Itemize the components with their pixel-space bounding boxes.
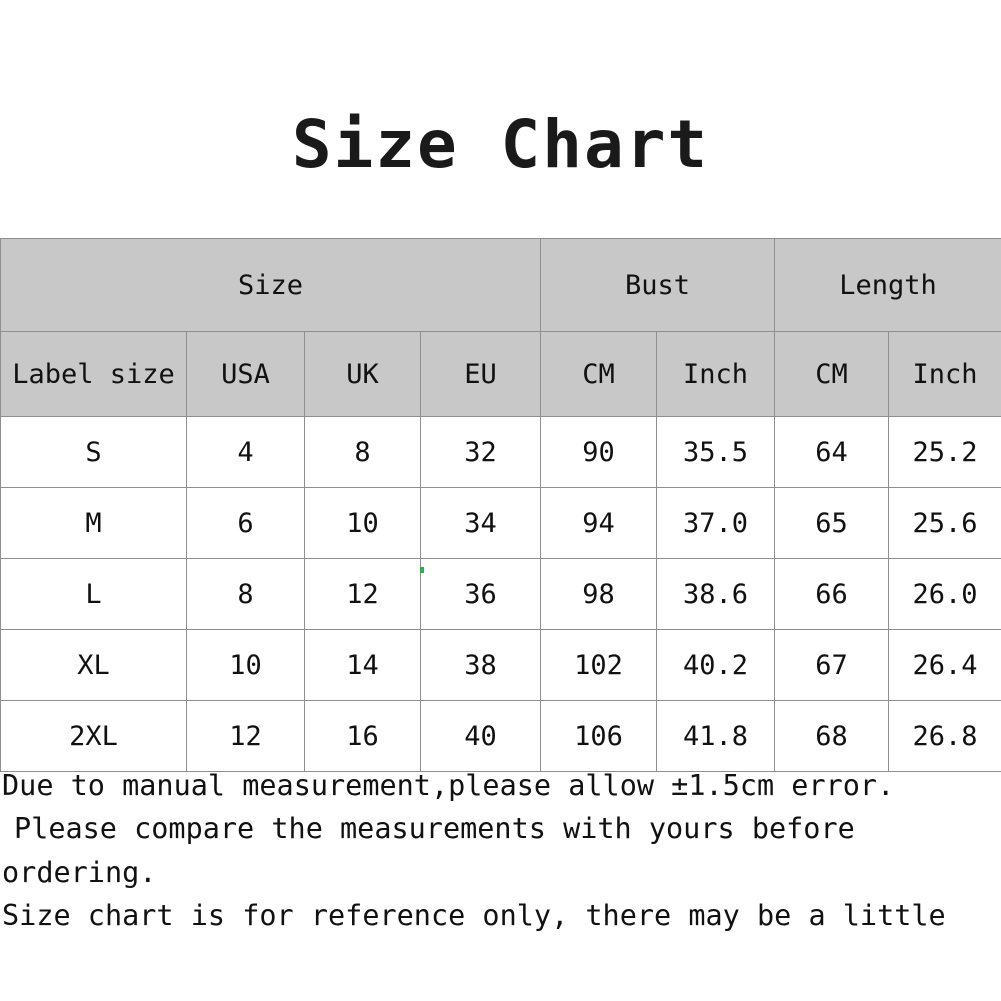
cell-length-inch: 26.8: [889, 701, 1001, 772]
note-line-2: Please compare the measurements with yours before: [14, 812, 855, 846]
cell-usa: 6: [187, 488, 305, 559]
cell-bust-cm: 94: [541, 488, 657, 559]
cell-eu: 36: [421, 559, 541, 630]
cell-bust-inch: 37.0: [657, 488, 775, 559]
table-row: [1, 701, 1001, 772]
cell-usa: 10: [187, 630, 305, 701]
cell-uk: 14: [305, 630, 421, 701]
cell-usa: 8: [187, 559, 305, 630]
column-header-uk: UK: [305, 332, 421, 417]
cell-uk: 16: [305, 701, 421, 772]
note-line-4: Size chart is for reference only, there may be a little: [2, 898, 946, 932]
note-line-3: ordering.: [2, 855, 157, 889]
column-header-eu: EU: [421, 332, 541, 417]
cell-length-inch: 25.6: [889, 488, 1001, 559]
green-speck-artifact: [420, 567, 424, 573]
table-row: [1, 417, 1001, 488]
cell-eu: 32: [421, 417, 541, 488]
cell-eu: 40: [421, 701, 541, 772]
cell-length-cm: 64: [775, 417, 889, 488]
cell-label-size: M: [1, 488, 187, 559]
cell-bust-inch: 35.5: [657, 417, 775, 488]
cell-bust-cm: 98: [541, 559, 657, 630]
column-header-bust-cm: CM: [541, 332, 657, 417]
table-column-header-row: [1, 332, 1001, 417]
note-line-1: Due to manual measurement,please allow ±1.5cm error.: [2, 769, 895, 802]
cell-label-size: 2XL: [1, 701, 187, 772]
cell-length-inch: 26.0: [889, 559, 1001, 630]
table-row: [1, 559, 1001, 630]
column-header-usa: USA: [187, 332, 305, 417]
cell-usa: 12: [187, 701, 305, 772]
measurement-notes: [0, 764, 1001, 937]
cell-bust-cm: 106: [541, 701, 657, 772]
cell-uk: 8: [305, 417, 421, 488]
page-title: Size Chart: [291, 106, 710, 183]
size-chart-table: [0, 238, 1001, 772]
cell-length-inch: 25.2: [889, 417, 1001, 488]
cell-uk: 10: [305, 488, 421, 559]
cell-bust-inch: 40.2: [657, 630, 775, 701]
cell-eu: 34: [421, 488, 541, 559]
cell-label-size: XL: [1, 630, 187, 701]
cell-length-cm: 66: [775, 559, 889, 630]
cell-eu: 38: [421, 630, 541, 701]
group-header-size: Size: [1, 239, 541, 332]
column-header-length-inch: Inch: [889, 332, 1001, 417]
cell-length-cm: 68: [775, 701, 889, 772]
cell-uk: 12: [305, 559, 421, 630]
group-header-bust: Bust: [541, 239, 775, 332]
cell-bust-cm: 90: [541, 417, 657, 488]
cell-label-size: S: [1, 417, 187, 488]
table-row: [1, 488, 1001, 559]
cell-bust-inch: 38.6: [657, 559, 775, 630]
table-group-header-row: [1, 239, 1001, 332]
cell-length-cm: 65: [775, 488, 889, 559]
cell-label-size: L: [1, 559, 187, 630]
column-header-label-size: Label size: [1, 332, 187, 417]
column-header-length-cm: CM: [775, 332, 889, 417]
cell-usa: 4: [187, 417, 305, 488]
size-chart-table-wrapper: [0, 238, 1001, 772]
cell-length-inch: 26.4: [889, 630, 1001, 701]
column-header-bust-inch: Inch: [657, 332, 775, 417]
table-row: [1, 630, 1001, 701]
cell-bust-cm: 102: [541, 630, 657, 701]
cell-length-cm: 67: [775, 630, 889, 701]
cell-bust-inch: 41.8: [657, 701, 775, 772]
group-header-length: Length: [775, 239, 1001, 332]
